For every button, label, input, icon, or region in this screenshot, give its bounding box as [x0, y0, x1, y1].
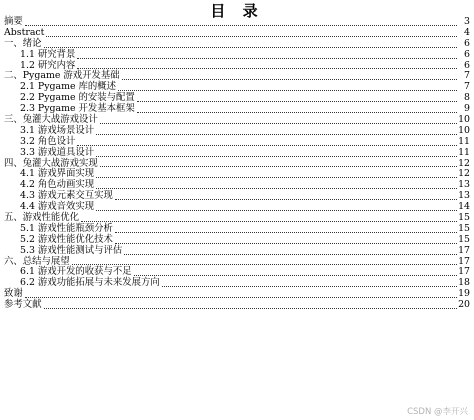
toc-entry-title: 5.2 游戏性能优化技术 [20, 233, 113, 245]
toc-page-number: 12 [458, 168, 470, 180]
toc-leader-dots [100, 123, 457, 124]
toc-entry-title: 1.2 研究内容 [20, 59, 76, 71]
toc-leader-dots [122, 79, 457, 80]
toc-page-number: 11 [458, 135, 470, 147]
toc-entry-title: 4.2 角色动画实现 [20, 179, 95, 191]
toc-entry-title: 2.3 Pygame 开发基本框架 [20, 103, 135, 115]
toc-page-number: 15 [458, 222, 470, 234]
toc-page-number: 17 [458, 266, 470, 278]
toc-leader-dots [46, 36, 457, 37]
toc-entry-title: 3.1 游戏场景设计 [20, 124, 95, 136]
toc-entry-title: 6.1 游戏开发的收获与不足 [20, 266, 132, 278]
toc-entry-title: 摘要 [4, 15, 23, 27]
toc-page-number: 15 [458, 233, 470, 245]
toc-entry[interactable] [4, 50, 470, 61]
toc-leader-dots [44, 47, 457, 48]
toc-entry-title: 3.2 角色设计 [20, 135, 76, 147]
toc-leader-dots [100, 166, 457, 167]
toc-leader-dots [96, 210, 457, 211]
toc-page-number: 10 [458, 124, 470, 136]
watermark: CSDN @李开兴 [407, 407, 468, 417]
toc-leader-dots [137, 101, 457, 102]
toc-entry[interactable] [4, 28, 470, 39]
toc-page-number: 7 [464, 81, 470, 93]
toc-entry-title: 2.1 Pygame 库的概述 [20, 81, 117, 93]
toc-leader-dots [118, 90, 457, 91]
toc-entry-title: 4.3 游戏元素交互实现 [20, 190, 113, 202]
toc-entry-title: 5.3 游戏性能测试与评估 [20, 244, 123, 256]
toc-leader-dots [115, 243, 457, 244]
toc-page-number: 20 [458, 299, 470, 311]
toc-entry[interactable] [4, 300, 470, 311]
toc-leader-dots [162, 286, 457, 287]
toc-leader-dots [134, 275, 457, 276]
toc-leader-dots [25, 297, 457, 298]
toc-page-number: 12 [458, 157, 470, 169]
toc-entry[interactable] [4, 278, 470, 289]
table-of-contents [4, 17, 470, 311]
toc-entry-title: 2.2 Pygame 的安装与配置 [20, 92, 135, 104]
toc-leader-dots [115, 232, 457, 233]
toc-entry-title: 五、游戏性能优化 [4, 212, 80, 224]
toc-page-number: 6 [464, 48, 470, 60]
toc-page-number: 6 [464, 59, 470, 71]
toc-entry-title: 三、兔灌大战游戏设计 [4, 114, 98, 125]
toc-entry-title: 4.4 游戏音效实现 [20, 201, 95, 213]
toc-leader-dots [96, 177, 457, 178]
toc-page-number: 7 [464, 70, 470, 82]
toc-entry-title: 4.1 游戏界面实现 [20, 168, 95, 180]
toc-entry[interactable] [4, 289, 470, 300]
toc-leader-dots [96, 156, 457, 157]
toc-leader-dots [115, 199, 457, 200]
toc-entry-title: 5.1 游戏性能瓶颈分析 [20, 222, 113, 234]
toc-leader-dots [81, 221, 457, 222]
toc-entry[interactable] [4, 17, 470, 28]
toc-entry-title: 致谢 [4, 288, 23, 300]
toc-entry-title: 二、Pygame 游戏开发基础 [4, 70, 120, 82]
toc-page-number: 19 [458, 288, 470, 300]
toc-entry-title: 六、总结与展望 [4, 255, 70, 267]
toc-leader-dots [96, 134, 457, 135]
toc-page-number: 8 [464, 92, 470, 104]
toc-leader-dots [124, 254, 457, 255]
toc-leader-dots [44, 308, 457, 309]
toc-entry[interactable] [4, 148, 470, 159]
toc-entry-title: 3.3 游戏道具设计 [20, 146, 95, 158]
toc-page-number: 6 [464, 37, 470, 49]
toc-page-number: 14 [458, 201, 470, 213]
toc-page-number: 4 [464, 26, 470, 38]
toc-page-number: 17 [458, 255, 470, 267]
toc-leader-dots [25, 25, 457, 26]
toc-entry-title: 6.2 游戏功能拓展与未来发展方向 [20, 277, 160, 289]
toc-page-number: 10 [458, 114, 470, 125]
toc-page-number: 3 [464, 15, 470, 27]
page-title: 目 录 [210, 2, 264, 20]
toc-entry-title: 一、绪论 [4, 37, 42, 49]
toc-entry-title: 四、兔灌大战游戏实现 [4, 157, 98, 169]
toc-page-number: 11 [458, 146, 470, 158]
toc-entry-title: 1.1 研究背景 [20, 48, 76, 60]
toc-page-number: 9 [464, 103, 470, 115]
toc-leader-dots [96, 188, 457, 189]
toc-page-number: 18 [458, 277, 470, 289]
toc-leader-dots [77, 68, 457, 69]
toc-page-number: 13 [458, 179, 470, 191]
toc-entry-title: Abstract [4, 26, 45, 38]
toc-entry[interactable] [4, 246, 470, 257]
toc-page-number: 13 [458, 190, 470, 202]
toc-entry-title: 参考文献 [4, 299, 42, 311]
toc-page-number: 17 [458, 244, 470, 256]
toc-leader-dots [77, 58, 457, 59]
toc-leader-dots [77, 145, 457, 146]
toc-leader-dots [137, 112, 457, 113]
toc-page-number: 15 [458, 212, 470, 224]
